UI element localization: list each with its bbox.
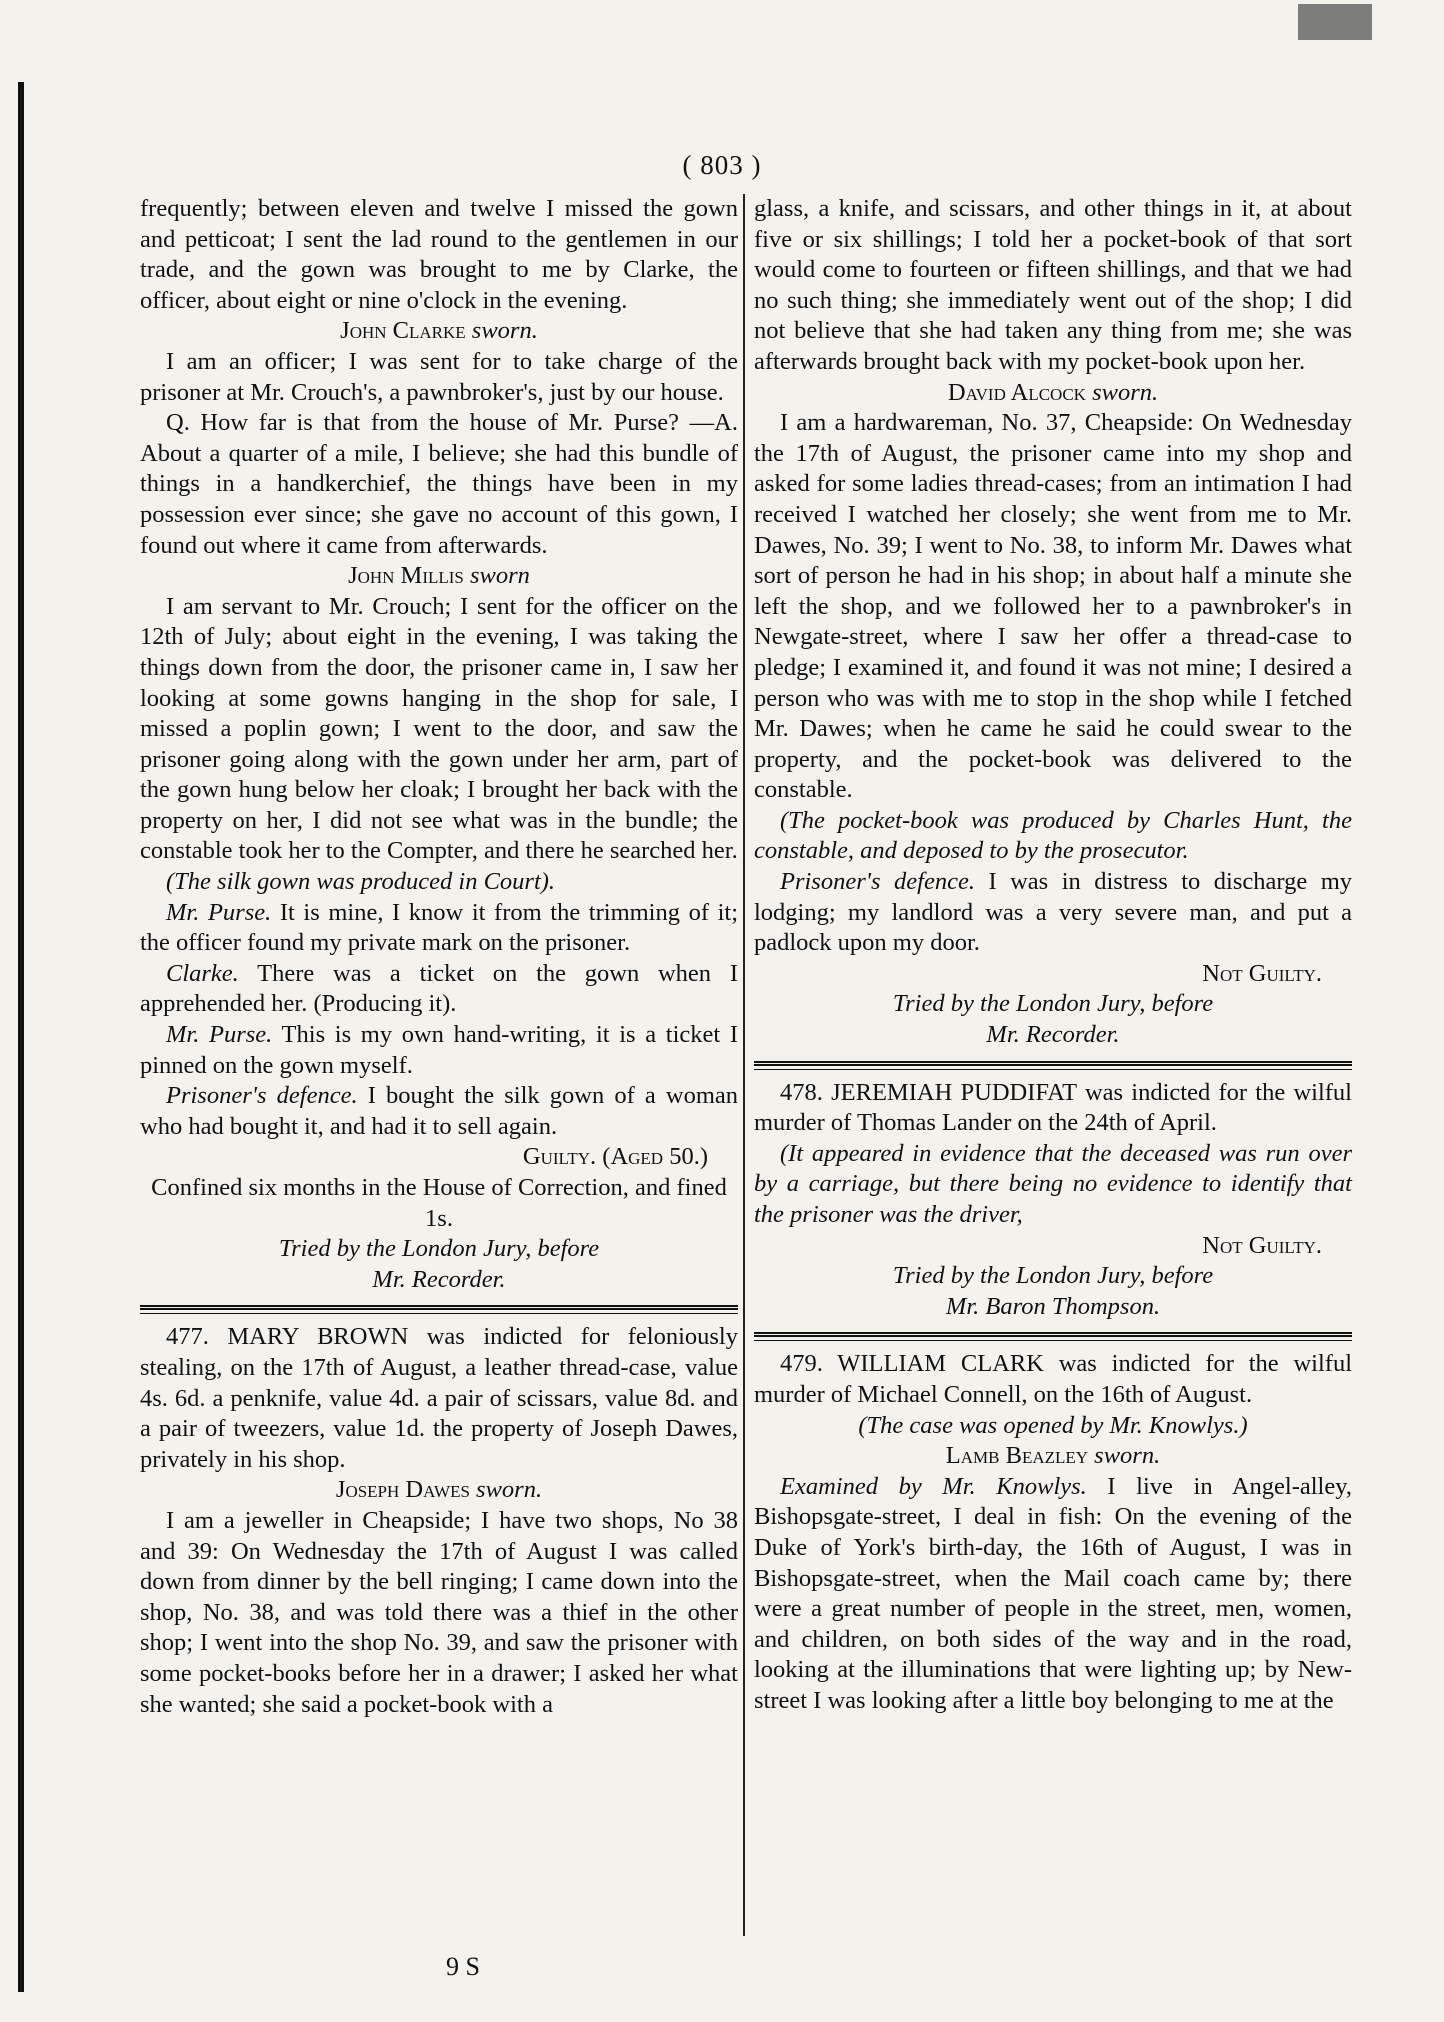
judge-line: Mr. Baron Thompson. [945, 1292, 1161, 1320]
tried-line: Tried by the London Jury, before [278, 1235, 600, 1263]
court-note [754, 1411, 1352, 1442]
testimony [140, 959, 738, 1020]
speaker-name: Mr. Purse. [166, 1021, 273, 1049]
verdict: Guilty. (Aged 50.) [522, 1143, 708, 1171]
case-heading: 478. JEREMIAH PUDDIFAT was indicted for the wilful murder of Thomas Lander on the 24th of April. [754, 1078, 1352, 1137]
testimony-text: I bought the silk gown of a woman who had bought it, and had it to sell again. [140, 1082, 739, 1140]
testimony [140, 898, 738, 959]
court-note [140, 867, 738, 898]
note-text: (It appeared in evidence that the deceased was run over by a carriage, but there being no evidence to identify that the prisoner was the driver, [754, 1139, 1352, 1228]
witness-name: John Clarke [340, 317, 466, 345]
testimony [754, 1472, 1352, 1717]
sworn-label: sworn. [1092, 378, 1159, 406]
note-text: (The pocket-book was produced by Charles Hunt, the constable, and deposed to by the prosecutor. [754, 806, 1352, 865]
witness-name: John Millis [348, 562, 464, 590]
verdict: Not Guilty. [1202, 1231, 1322, 1259]
witness-heading [140, 1475, 738, 1506]
witness-name: Joseph Dawes [335, 1476, 470, 1504]
page-spine-edge [18, 82, 24, 1992]
sentence: Confined six months in the House of Correction, and fined 1s. [151, 1174, 727, 1232]
tried-by [754, 1261, 1352, 1322]
tried-line: Tried by the London Jury, before [892, 1262, 1214, 1290]
case-heading: 477. MARY BROWN was indicted for feloniously stealing, on the 17th of August, a leather thread-case, value 4s. 6d. a penknife, value 4d. a pair of scissars, value 8d. and a pair of tweezers, value 1d. the property of Joseph Dawes, privately in his shop. [140, 1323, 738, 1473]
testimony-text: This is my own hand-writing, it is a ticket I pinned on the gown myself. [140, 1021, 739, 1079]
library-stamp [1298, 4, 1372, 40]
testimony [140, 1081, 738, 1142]
sworn-label: sworn. [1094, 1442, 1161, 1470]
court-note [754, 806, 1352, 867]
sworn-label: sworn. [476, 1476, 543, 1504]
judge-line: Mr. Recorder. [372, 1265, 506, 1293]
testimony-text: It is mine, I know it from the trimming of it; the officer found my private mark on the prisoner. [140, 898, 739, 957]
witness-heading [754, 1441, 1352, 1472]
tried-line: Tried by the London Jury, before [892, 990, 1214, 1018]
paragraph: Q. How far is that from the house of Mr. Purse? —A. About a quarter of a mile, I believe; she had this bundle of things in a handkerchief, the things have been in my possession ever since; she gave no account of this gown, I found out where it came from afterwards. [140, 409, 738, 559]
speaker-name: Examined by Mr. Knowlys. [780, 1472, 1087, 1500]
page-number: ( 803 ) [682, 150, 762, 180]
testimony-text: I was in distress to discharge my lodging; my landlord was a very severe man, and put a padlock upon my door. [754, 868, 1353, 957]
sworn-label: sworn [470, 562, 530, 590]
court-note [754, 1139, 1352, 1231]
speaker-name: Clarke. [166, 959, 239, 987]
paragraph: I am servant to Mr. Crouch; I sent for the officer on the 12th of July; about eight in the evening, I was taking the things down from the door, the prisoner came in, I saw her looking at some gowns hanging in the shop for sale, I missed a poplin gown; I went to the door, and saw the prisoner going along with the gown under her arm, part of the gown hung below her cloak; I brought her back with the property on her, I did not see what was in the bundle; the constable took her to the Compter, and there he searched her. [140, 592, 738, 865]
tried-by [754, 989, 1352, 1050]
paragraph: glass, a knife, and scissars, and other things in it, at about five or six shillings; I told her a pocket-book of that sort would come to fourteen or fifteen shillings, and that we had no such thing; she immediately went out of the shop; I did not believe that she had taken any thing from me; she was afterwards brought back with my pocket-book upon her. [754, 195, 1352, 375]
note-text: (The silk gown was produced in Court). [166, 868, 556, 896]
witness-name: Lamb Beazley [945, 1442, 1089, 1470]
witness-heading [140, 316, 738, 347]
case-heading: 479. WILLIAM CLARK was indicted for the wilful murder of Michael Connell, on the 16th of August. [754, 1350, 1352, 1408]
witness-heading [754, 378, 1352, 409]
section-rule [754, 1061, 1352, 1070]
testimony [754, 867, 1352, 959]
left-column [140, 194, 738, 1720]
speaker-name: Prisoner's defence. [780, 868, 975, 896]
witness-name: David Alcock [947, 378, 1086, 406]
column-divider [743, 194, 745, 1936]
tried-by [140, 1234, 738, 1295]
right-column [754, 194, 1352, 1717]
paragraph: frequently; between eleven and twelve I missed the gown and petticoat; I sent the lad round to the gentlemen in our trade, and the gown was brought to me by Clarke, the officer, about eight or nine o'clock in the evening. [140, 195, 738, 314]
speaker-name: Mr. Purse. [166, 898, 272, 926]
paragraph: I am a jeweller in Cheapside; I have two shops, No 38 and 39: On Wednesday the 17th of August I was called down from dinner by the bell ringing; I came down into the shop, No. 38, and was told there was a thief in the other shop; I went into the shop No. 39, and saw the prisoner with some pocket-books before her in a drawer; I asked her what she wanted; she said a pocket-book with a [140, 1506, 738, 1718]
testimony [140, 1020, 738, 1081]
speaker-name: Prisoner's defence. [166, 1082, 358, 1110]
witness-heading [140, 561, 738, 592]
sworn-label: sworn. [471, 317, 538, 345]
signature-mark: 9 S [446, 1952, 480, 1981]
section-rule [140, 1305, 738, 1314]
verdict: Not Guilty. [1202, 959, 1322, 987]
testimony-text: There was a ticket on the gown when I apprehended her. (Producing it). [140, 959, 738, 1018]
paragraph: I am an officer; I was sent for to take charge of the prisoner at Mr. Crouch's, a pawnbroker's, just by our house. [140, 347, 738, 406]
section-rule [754, 1332, 1352, 1341]
testimony-text: I live in Angel-alley, Bishopsgate-street, I deal in fish: On the evening of the Duke of York's birth-day, the 16th of August, I was in Bishopsgate-street, when the Mail coach came by; there were a great number of people in the street, men, women, and children, on both sides of the way and in the road, looking at the illuminations that were lighting up; by New-street I was looking after a little boy belonging to me at the [754, 1472, 1353, 1714]
note-text: (The case was opened by Mr. Knowlys.) [858, 1411, 1248, 1439]
judge-line: Mr. Recorder. [986, 1021, 1120, 1049]
paragraph: I am a hardwareman, No. 37, Cheapside: On Wednesday the 17th of August, the prisoner came into my shop and asked for some ladies thread-cases; from an intimation I had received I watched her closely; she went from me to Mr. Dawes, No. 39; I went to No. 38, to inform Mr. Dawes what sort of person he had in his shop; in about half a minute she left the shop, and we followed her to a pawnbroker's in Newgate-street, where I saw her offer a thread-case to pledge; I examined it, and found it was not mine; I desired a person who was with me to stop in the shop while I fetched Mr. Dawes; when he came he said he could swear to the property, and the pocket-book was delivered to the constable. [754, 409, 1352, 804]
